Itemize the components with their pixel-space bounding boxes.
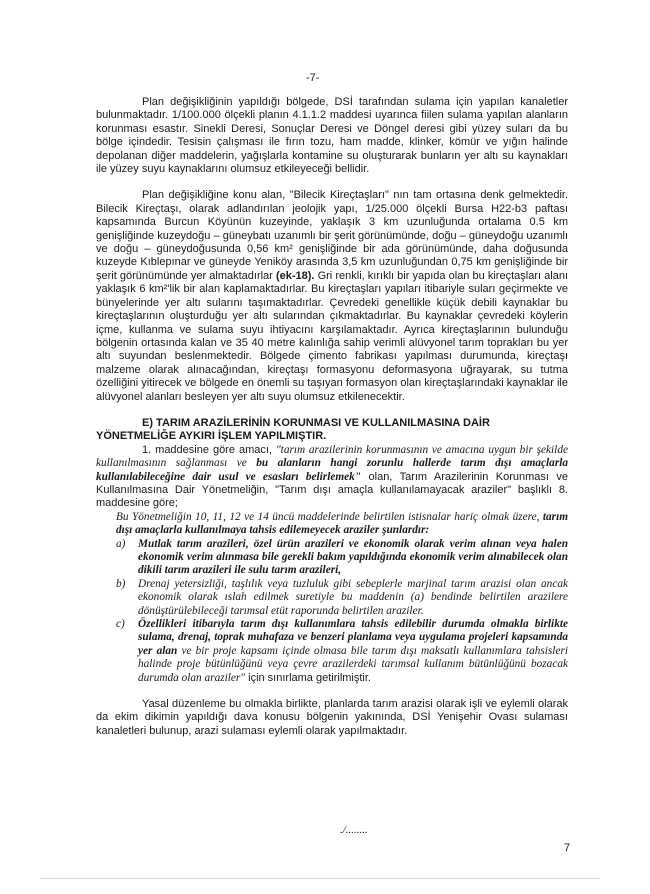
paragraph-closing: Yasal düzenleme bu olmakla birlikte, planlarda tarım arazisi olarak işli ve eylemli olarak da ekim dikimin yapıldığı dava konusu bölgenin yakınında, DSİ Yenişehir Ovası sulaması kanaletleri bulunup, arazi sulaması eylemli olarak yapılmaktadır. — [96, 698, 568, 737]
regulation-quote — [116, 511, 568, 685]
list-item-c-tail: için sınırlama getirilmiştir. — [245, 671, 371, 684]
list-label-a: a) — [116, 537, 126, 550]
quote-intro — [116, 511, 568, 538]
paragraph-bilecik-part-a: Plan değişikliğine konu alan, "Bilecik Kireçtaşları" nın tam ortasına denk gelmektedir. Bilecik Kireçtaşı, olarak adlandırılan jeolojik yapı, 1/25.000 ölçekli Bursa H22-b3 paftası kapsamında Burcun Köyünün kuzeyinde, yaklaşık 3 km uzunluğunda ortalama 0.5 km genişliğinde kuzeydoğu – güneybatı uzanımlı bir şerit görünümünde, doğu – güneydoğu uzanımlı ve doğu – güneydoğusunda 0,56 km² genişliğinde bir ada görünümünde, daha doğusunda kuzeyde Kıblepınar ve güneyde Yeniköy arasında 3,5 km uzunluğundan 0,75 km genişliğinde bir şerit görünümünde yer almaktadırlar — [96, 189, 568, 282]
document-body — [96, 96, 568, 738]
continuation-marker: ./........ — [340, 824, 368, 836]
list-item-b — [116, 578, 568, 618]
paragraph-bilecik-limestone — [96, 189, 568, 404]
paragraph-bilecik-part-b: Gri renkli, kırıklı bir yapıda olan bu kireçtaşları alanı yaklaşık 6 km²'lik bir alan kaplamaktadırlar. Bu kireçtaşları yapıları itibariyle suları geçirmekte ve bünyelerinde yer altı sularını taşımaktadırlar. Çevredeki genellikle küçük debili kaynaklar bu kireçtaşlarının oluşturduğu yer altı sularından çıkmaktadırlar. Bu kaynaklar çevredeki köylerin içme, kullanma ve sulama suyu ihtiyacını karşılamaktadır. Ayrıca kireçtaşlarının bulunduğu bölgenin ortasında kalan ve 35 40 metre kalınlığa sahip verimli alüvyonel tarım toprakları bu yer altı suyundan beslenmektedir. Bölgede çimento fabrikası yapılması durumunda, kireçtaşı malzeme olarak alınacağından, kireçtaşı formasyonu deformasyona uğrayarak, su tutma özelliğini yitirecek ve bölgede en önemli su taşıyan formasyon olan kireçtaşlarındaki kaynaklar ile alüvyonel alanları besleyen yer altı suyu olumsuz etkilenecektir. — [96, 269, 568, 403]
quote-intro-bold: tarım dışı amaçlarla kullanılmaya tahsis edilemeyecek araziler şunlardır: — [116, 510, 568, 537]
section-e-heading-line1: E) TARIM ARAZİLERİNİN KORUNMASI VE KULLANILMASINA DAİR — [142, 416, 490, 429]
list-item-c — [116, 618, 568, 685]
page-number-top: -7- — [306, 72, 320, 84]
intro-purpose-italic: "tarım arazilerinin korunmasının ve amacına uygun bir şekilde kullanılmasının sağlanması ve — [96, 443, 568, 470]
quote-intro-italic: Bu Yönetmeliğin 10, 11, 12 ve 14 üncü maddelerinde belirtilen istisnalar hariç olmak üzere, — [116, 510, 543, 523]
paragraph-irrigation-canals: Plan değişikliğinin yapıldığı bölgede, DSİ tarafından sulama için yapılan kanaletler bulunmaktadır. 1/100.000 ölçekli planın 4.1.1.2 maddesi uyarınca fiilen sulama yapılan alanların korunması esastır. Sinekli Deresi, Sonuçlar Deresi ve Döngel deresi gibi yüzey suları da bu bölge içindedir. Tesisin çalışması ile fırın tozu, ham madde, klinker, kömür ve yığın halinde depolanan diğer maddelerin, yağışlarla kontamine su oluşturarak bunların yer altı su kaynakları ile yüzey suyu kaynaklarını olumsuz etkileyeceği bellidir. — [96, 96, 568, 176]
list-item-a-bold: Mutlak tarım arazileri, özel ürün arazileri ve ekonomik olarak verim alınan veya halen ekonomik verim alınmasa bile gerekli bakım yapıldığında ekonomik verim alınabilecek olan dikili tarım arazileri ile sulu tarım arazileri, — [138, 537, 568, 577]
list-item-c-text: ve bir proje kapsamı içinde olmasa bile tarım dışı maksatlı kullanımlara tahsisleri halinde proje bütünlüğünü veya çevre arazilerdeki tarımsal kullanım bütünlüğünü bozacak durumda olan araziler" — [138, 644, 568, 684]
list-item-b-text: Drenaj yetersizliği, taşlılık veya tuzluluk gibi sebeplerle marjinal tarım arazisi olan ancak ekonomik olarak ıslah edilmek suretiyle bu maddenin (a) bendinde belirtilen arazilere dönüştürülebileceği tarımsal etüt raporunda belirtilen araziler. — [138, 577, 568, 617]
list-item-c-bold: Özellikleri itibarıyla tarım dışı kullanımlara tahsis edilebilir durumda olmakla birlikte sulama, drenaj, toprak muhafaza ve benzeri planlama veya uygulama projeleri kapsamında yer alan — [138, 618, 568, 657]
list-item-a — [116, 538, 568, 578]
list-label-b: b) — [116, 577, 126, 590]
intro-regulation-ref: olan, Tarım Arazilerinin Korunması ve Kullanılmasına Dair Yönetmeliğin, "Tarım dışı amaçla kullanılamayacak araziler" başlıklı 8. maddesine göre; — [96, 470, 569, 510]
intro-purpose-bold: bu alanların hangi zorunlu hallerde tarım dışı amaçlarla kullanılabileceğine dair usul ve esasları belirlemek" — [96, 457, 569, 483]
section-e-heading-line2: YÖNETMELİĞE AYKIRI İŞLEM YAPILMIŞTIR. — [96, 430, 327, 443]
list-label-c: c) — [116, 618, 125, 631]
annex-reference: (ek-18). — [275, 269, 315, 282]
section-e-intro — [96, 444, 568, 511]
intro-article-ref: 1. maddesine göre amacı, — [142, 443, 276, 456]
page-number-bottom: 7 — [564, 842, 571, 854]
scan-edge-line — [40, 878, 600, 879]
